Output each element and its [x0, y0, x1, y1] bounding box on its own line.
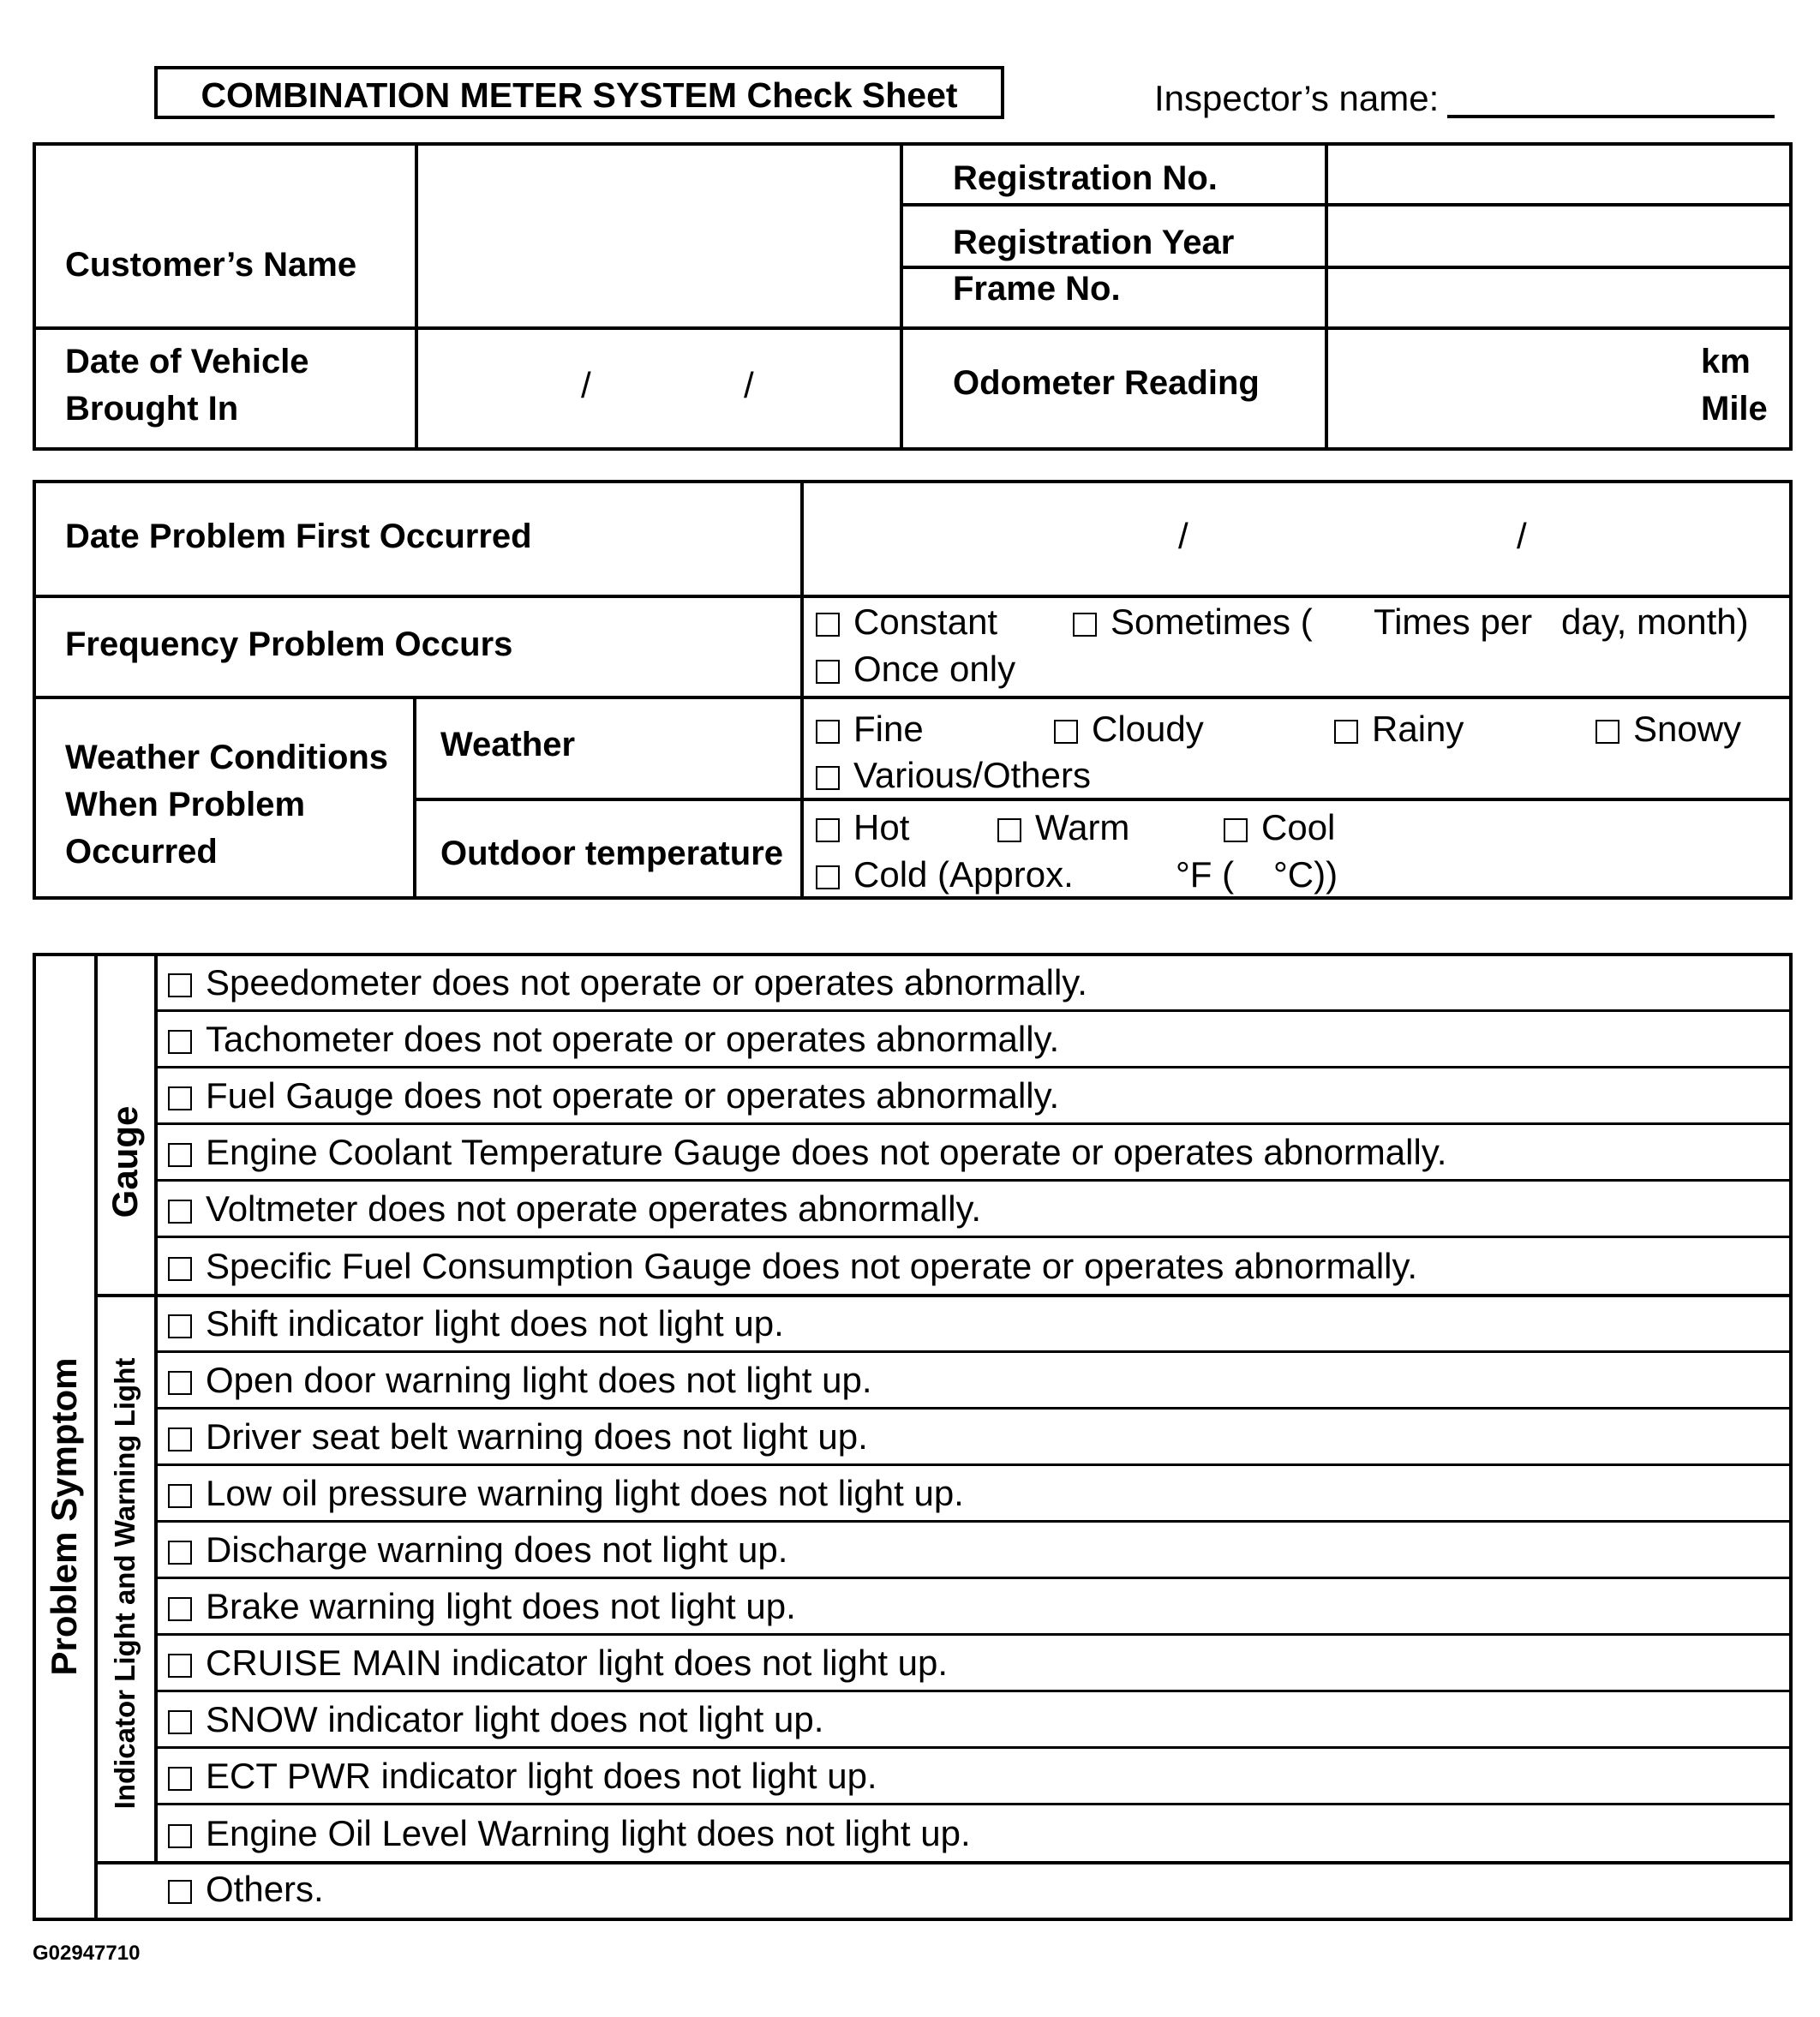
symptom-label: Voltmeter does not operate operates abnormally.: [206, 1188, 982, 1229]
checkbox[interactable]: [168, 1314, 192, 1338]
symptom-label: Tachometer does not operate or operates abnormally.: [206, 1019, 1060, 1059]
row-divider: [154, 1577, 1793, 1579]
option-label: Snowy: [1633, 709, 1742, 749]
option-label: Cloudy: [1092, 709, 1204, 749]
divider: [413, 798, 1793, 801]
frequency-once-only[interactable]: [816, 651, 1015, 687]
temperature-cool[interactable]: [1224, 807, 1336, 847]
indicator-symptom-row[interactable]: [168, 1645, 948, 1681]
date-brought-in-field[interactable]: [418, 330, 896, 447]
row-divider: [154, 1236, 1793, 1238]
divider: [94, 1294, 156, 1297]
gauge-symptom-row[interactable]: [168, 1248, 1417, 1284]
weather-conditions-label-line3: Occurred: [65, 833, 218, 871]
checkbox[interactable]: [168, 1597, 192, 1621]
date-separator: /: [1517, 516, 1527, 556]
divider: [94, 1861, 1793, 1864]
symptom-label: Open door warning light does not light up.: [206, 1360, 872, 1400]
checkbox[interactable]: [168, 1824, 192, 1848]
checkbox[interactable]: [168, 1880, 192, 1904]
temperature-hot[interactable]: [816, 807, 910, 847]
date-separator: /: [1178, 516, 1188, 556]
date-first-occurred-label: Date Problem First Occurred: [65, 518, 532, 555]
option-label: Hot: [853, 807, 910, 847]
temperature-warm[interactable]: [997, 807, 1130, 847]
indicator-symptom-row[interactable]: [168, 1416, 868, 1457]
option-label: Constant: [853, 602, 998, 642]
symptom-label: Specific Fuel Consumption Gauge does not operate or operates abnormally.: [206, 1246, 1418, 1286]
problem-symptom-label: Problem Symptom: [44, 1357, 84, 1676]
registration-year-field[interactable]: [1328, 206, 1789, 266]
registration-no-field[interactable]: [1328, 146, 1789, 203]
weather-label: Weather: [440, 726, 576, 763]
checkbox[interactable]: [1224, 818, 1248, 842]
symptom-label: Brake warning light does not light up.: [206, 1586, 796, 1626]
checkbox[interactable]: [168, 973, 192, 997]
row-divider: [154, 1407, 1793, 1410]
row-divider: [154, 1463, 1793, 1466]
inspector-name-label: Inspector’s name:: [1154, 78, 1440, 118]
row-divider: [154, 1294, 1793, 1297]
page-title: COMBINATION METER SYSTEM Check Sheet: [201, 75, 958, 115]
option-label: Cool: [1261, 807, 1336, 847]
row-divider: [154, 1009, 1793, 1012]
symptom-label: Speedometer does not operate or operates abnormally.: [206, 962, 1087, 1003]
date-first-occurred-field[interactable]: [804, 483, 1789, 595]
date-separator: /: [581, 365, 591, 405]
frequency-times-per: Times per: [1374, 602, 1533, 642]
option-label: Various/Others: [853, 755, 1091, 795]
inspector-name-field[interactable]: [1447, 115, 1775, 118]
checkbox[interactable]: [168, 1427, 192, 1451]
weather-conditions-label-line2: When Problem: [65, 786, 306, 823]
gauge-symptom-row[interactable]: [168, 1134, 1446, 1170]
row-divider: [154, 1746, 1793, 1749]
symptom-label: SNOW indicator light does not light up.: [206, 1699, 824, 1739]
row-divider: [154, 1690, 1793, 1692]
row-divider: [154, 1633, 1793, 1636]
indicator-symptom-row[interactable]: [168, 1529, 788, 1570]
unit-km: km: [1701, 343, 1751, 380]
symptom-label: Fuel Gauge does not operate or operates abnormally.: [206, 1075, 1060, 1116]
weather-snowy[interactable]: [1595, 711, 1741, 747]
unit-mile: Mile: [1701, 390, 1768, 428]
gauge-symptom-row[interactable]: [168, 1188, 982, 1229]
indicator-symptom-row[interactable]: [168, 1586, 796, 1626]
gauge-symptom-row[interactable]: [168, 1075, 1060, 1116]
date-separator: /: [744, 365, 754, 405]
indicator-symptom-row[interactable]: [168, 1362, 872, 1398]
checkbox[interactable]: [168, 1086, 192, 1110]
gauge-symptom-row[interactable]: [168, 962, 1087, 1003]
temperature-deg-c: °C)): [1273, 854, 1338, 895]
divider: [94, 953, 98, 1921]
outdoor-temperature-label: Outdoor temperature: [440, 835, 784, 872]
row-divider: [154, 1350, 1793, 1353]
checkbox[interactable]: [1054, 720, 1078, 744]
checkbox[interactable]: [168, 1143, 192, 1167]
checkbox[interactable]: [168, 1371, 192, 1395]
gauge-label: Gauge: [105, 1105, 145, 1218]
symptom-label: Discharge warning does not light up.: [206, 1529, 788, 1570]
checkbox[interactable]: [1595, 720, 1619, 744]
indicator-symptom-row[interactable]: [168, 1475, 964, 1511]
figure-id: G02947710: [33, 1942, 141, 1965]
symptom-label: CRUISE MAIN indicator light does not light up.: [206, 1643, 949, 1683]
checkbox[interactable]: [816, 720, 840, 744]
checkbox[interactable]: [168, 1710, 192, 1734]
divider: [33, 595, 1793, 598]
symptom-label: Engine Coolant Temperature Gauge does not operate or operates abnormally.: [206, 1132, 1447, 1172]
checkbox[interactable]: [168, 1654, 192, 1678]
date-brought-in-label-line2: Brought In: [65, 390, 239, 428]
option-label: Sometimes (: [1111, 602, 1313, 642]
frequency-label: Frequency Problem Occurs: [65, 625, 513, 663]
indicator-symptom-row[interactable]: [168, 1758, 877, 1794]
weather-various-others[interactable]: [816, 757, 1091, 793]
indicator-symptom-row[interactable]: [168, 1699, 824, 1739]
indicator-warning-light-label: Indicator Light and Warning Light: [109, 1357, 141, 1810]
date-brought-in-label-line1: Date of Vehicle: [65, 343, 309, 380]
symptom-label: Engine Oil Level Warning light does not light up.: [206, 1813, 971, 1853]
option-label: Rainy: [1372, 709, 1464, 749]
checkbox[interactable]: [816, 660, 840, 684]
registration-no-label: Registration No.: [953, 159, 1218, 197]
frame-no-field[interactable]: [1328, 269, 1789, 326]
registration-year-label: Registration Year: [953, 224, 1235, 261]
option-label: Once only: [853, 649, 1016, 689]
frequency-sometimes[interactable]: [1073, 604, 1313, 640]
checkbox[interactable]: [1334, 720, 1358, 744]
temperature-cold[interactable]: [816, 854, 1074, 895]
checkbox[interactable]: [168, 1257, 192, 1281]
weather-rainy[interactable]: [1334, 711, 1464, 747]
frequency-constant[interactable]: [816, 604, 997, 640]
checkbox[interactable]: [168, 1541, 192, 1565]
customers-name-label: Customer’s Name: [65, 246, 357, 284]
divider: [900, 142, 903, 451]
symptom-label: ECT PWR indicator light does not light up.: [206, 1756, 877, 1796]
divider: [33, 696, 1793, 699]
row-divider: [154, 1803, 1793, 1805]
row-divider: [154, 1520, 1793, 1523]
symptom-label: Low oil pressure warning light does not light up.: [206, 1473, 964, 1513]
row-divider: [154, 1066, 1793, 1068]
symptom-label: Driver seat belt warning does not light up.: [206, 1416, 868, 1457]
indicator-symptom-row[interactable]: [168, 1303, 784, 1344]
option-label: Warm: [1035, 807, 1130, 847]
others-row[interactable]: [168, 1871, 324, 1907]
checkbox[interactable]: [816, 865, 840, 889]
checkbox[interactable]: [168, 1767, 192, 1791]
frame-no-label: Frame No.: [953, 270, 1121, 308]
checkbox[interactable]: [816, 818, 840, 842]
row-divider: [154, 1122, 1793, 1125]
checkbox[interactable]: [816, 766, 840, 790]
option-label: Cold (Approx.: [853, 854, 1074, 895]
gauge-symptom-row[interactable]: [168, 1021, 1059, 1057]
checkbox[interactable]: [997, 818, 1021, 842]
checkbox[interactable]: [168, 1200, 192, 1224]
weather-fine[interactable]: [816, 711, 924, 747]
title-box: [154, 66, 1004, 119]
odometer-reading-label: Odometer Reading: [953, 364, 1260, 402]
symptom-label: Shift indicator light does not light up.: [206, 1303, 784, 1344]
indicator-symptom-row[interactable]: [168, 1813, 971, 1853]
weather-cloudy[interactable]: [1054, 711, 1204, 747]
row-divider: [154, 1179, 1793, 1182]
checkbox[interactable]: [816, 613, 840, 637]
temperature-deg-f: °F (: [1176, 854, 1235, 895]
option-label: Others.: [206, 1869, 324, 1909]
weather-conditions-label-line1: Weather Conditions: [65, 739, 389, 776]
customers-name-field[interactable]: [418, 146, 896, 326]
checkbox[interactable]: [1073, 613, 1097, 637]
frequency-day-month: day, month): [1561, 602, 1749, 642]
option-label: Fine: [853, 709, 924, 749]
checkbox[interactable]: [168, 1484, 192, 1508]
checkbox[interactable]: [168, 1030, 192, 1054]
